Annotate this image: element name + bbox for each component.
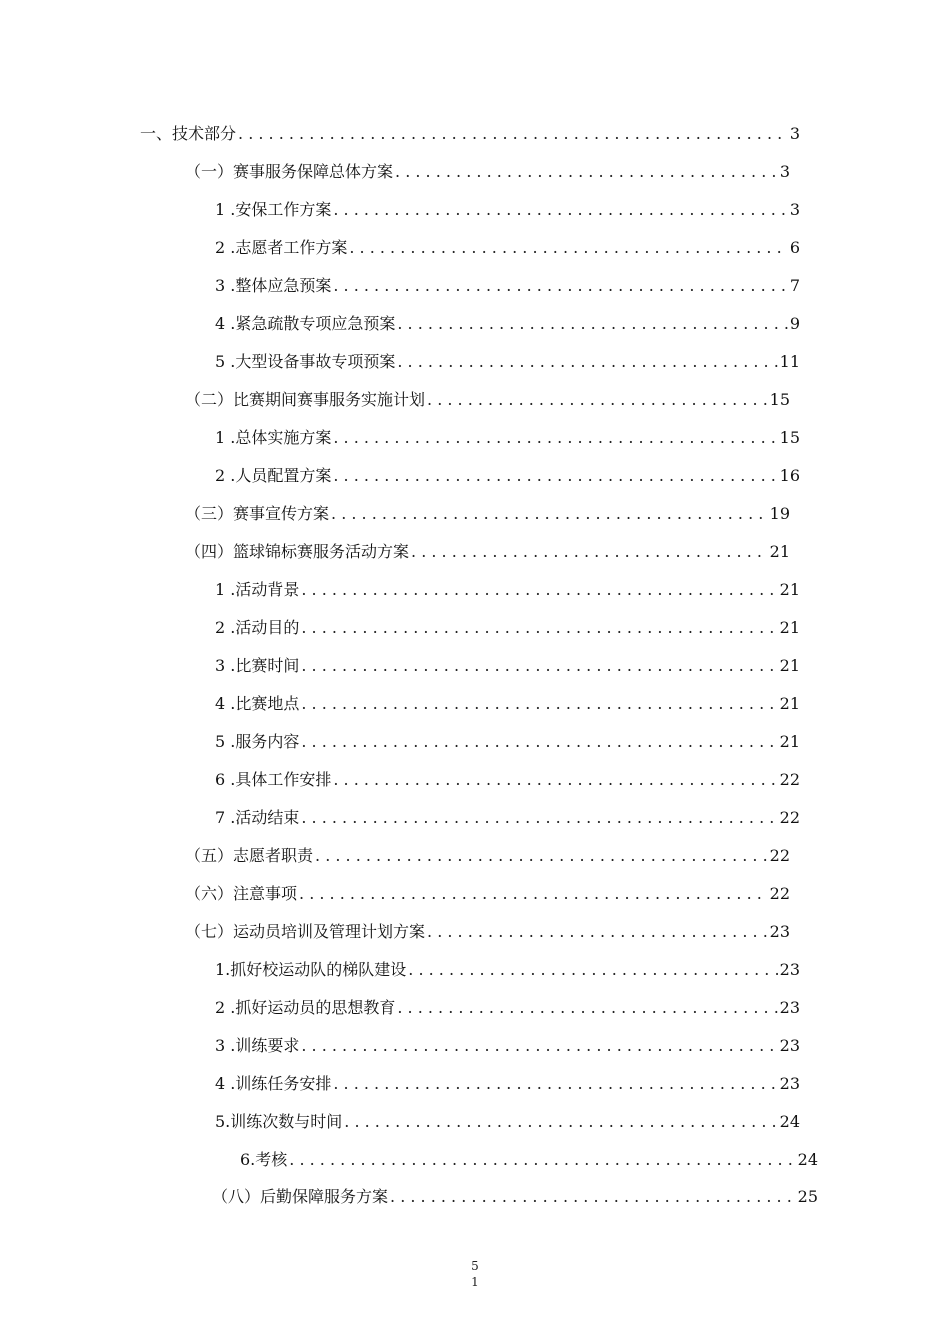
toc-dot-leader (301, 692, 777, 716)
toc-entry[interactable] (215, 768, 800, 792)
toc-dot-leader (397, 996, 777, 1020)
toc-entry-title: （七）运动员培训及管理计划方案 (185, 922, 426, 941)
toc-dot-leader (333, 198, 787, 222)
toc-entry[interactable] (215, 996, 800, 1020)
toc-entry-page: 7 (789, 276, 800, 295)
toc-entry[interactable] (212, 1185, 818, 1209)
toc-entry-title: 2 .活动目的 (215, 618, 300, 637)
toc-dot-leader (333, 768, 777, 792)
toc-dot-leader (238, 122, 788, 146)
toc-dot-leader (299, 882, 768, 906)
toc-dot-leader (397, 312, 787, 336)
toc-entry-title: 3 .训练要求 (215, 1036, 300, 1055)
toc-entry-page: 11 (779, 352, 800, 371)
toc-entry[interactable] (215, 426, 800, 450)
toc-entry-page: 23 (779, 1074, 800, 1093)
toc-entry[interactable] (215, 958, 800, 982)
toc-entry-title: 4 .比赛地点 (215, 694, 300, 713)
toc-entry[interactable] (215, 312, 800, 336)
toc-dot-leader (344, 1110, 777, 1134)
toc-entry-title: 2 .志愿者工作方案 (215, 238, 348, 257)
page-number-secondary: 1 (471, 1275, 479, 1289)
toc-entry[interactable] (185, 502, 790, 526)
toc-entry-title: 5.训练次数与时间 (215, 1112, 343, 1131)
toc-entry[interactable] (240, 1148, 818, 1172)
toc-dot-leader (427, 920, 768, 944)
toc-entry[interactable] (215, 730, 800, 754)
toc-dot-leader (408, 958, 777, 982)
toc-entry[interactable] (185, 882, 790, 906)
toc-entry-page: 22 (769, 846, 790, 865)
toc-entry-page: 15 (769, 390, 790, 409)
toc-entry-page: 23 (779, 998, 800, 1017)
toc-entry-page: 15 (779, 428, 800, 447)
toc-entry[interactable] (185, 844, 790, 868)
toc-entry-page: 6 (789, 238, 800, 257)
toc-entry-title: 6 .具体工作安排 (215, 770, 332, 789)
toc-dot-leader (395, 160, 778, 184)
toc-entry-page: 22 (779, 770, 800, 789)
toc-entry[interactable] (215, 692, 800, 716)
toc-entry[interactable] (215, 464, 800, 488)
toc-entry[interactable] (215, 654, 800, 678)
toc-entry-title: （一）赛事服务保障总体方案 (185, 162, 394, 181)
toc-entry[interactable] (140, 122, 800, 146)
toc-dot-leader (390, 1185, 796, 1209)
toc-entry-title: 5 .服务内容 (215, 732, 300, 751)
toc-dot-leader (301, 578, 777, 602)
toc-entry-page: 23 (779, 960, 800, 979)
toc-entry-page: 9 (789, 314, 800, 333)
page-number: 5 (471, 1259, 479, 1273)
toc-entry[interactable] (185, 540, 790, 564)
toc-entry-page: 25 (797, 1187, 818, 1206)
toc-entry-page: 16 (779, 466, 800, 485)
toc-dot-leader (333, 426, 777, 450)
toc-entry-page: 24 (797, 1150, 818, 1169)
toc-entry-title: 5 .大型设备事故专项预案 (215, 352, 396, 371)
toc-entry[interactable] (215, 350, 800, 374)
toc-entry-title: 2 .抓好运动员的思想教育 (215, 998, 396, 1017)
toc-entry-page: 23 (779, 1036, 800, 1055)
toc-entry-title: 4 .训练任务安排 (215, 1074, 332, 1093)
toc-entry[interactable] (185, 388, 790, 412)
toc-entry-page: 3 (779, 162, 790, 181)
toc-entry-page: 21 (779, 580, 800, 599)
toc-entry-page: 3 (789, 200, 800, 219)
toc-entry-title: 一、技术部分 (140, 124, 237, 143)
toc-entry[interactable] (215, 1034, 800, 1058)
toc-dot-leader (427, 388, 768, 412)
toc-entry-page: 3 (789, 124, 800, 143)
toc-entry[interactable] (185, 160, 790, 184)
toc-entry-title: （六）注意事项 (185, 884, 298, 903)
toc-entry-page: 21 (779, 656, 800, 675)
toc-entry-title: （二）比赛期间赛事服务实施计划 (185, 390, 426, 409)
toc-entry[interactable] (215, 1110, 800, 1134)
toc-dot-leader (333, 274, 787, 298)
toc-dot-leader (289, 1148, 795, 1172)
toc-entry-page: 23 (769, 922, 790, 941)
toc-entry[interactable] (185, 920, 790, 944)
toc-dot-leader (301, 654, 777, 678)
toc-dot-leader (331, 502, 768, 526)
toc-entry-title: 3 .整体应急预案 (215, 276, 332, 295)
toc-entry[interactable] (215, 806, 800, 830)
toc-entry-title: 2 .人员配置方案 (215, 466, 332, 485)
toc-entry-page: 24 (779, 1112, 800, 1131)
toc-entry-title: 1 .安保工作方案 (215, 200, 332, 219)
toc-entry-title: 4 .紧急疏散专项应急预案 (215, 314, 396, 333)
toc-entry-title: 1 .活动背景 (215, 580, 300, 599)
toc-dot-leader (301, 1034, 777, 1058)
toc-entry-page: 19 (769, 504, 790, 523)
toc-entry[interactable] (215, 616, 800, 640)
toc-dot-leader (301, 806, 777, 830)
toc-entry-title: 1.抓好校运动队的梯队建设 (215, 960, 407, 979)
toc-entry-title: （八）后勤保障服务方案 (212, 1187, 389, 1206)
toc-entry[interactable] (215, 198, 800, 222)
toc-entry-title: （五）志愿者职责 (185, 846, 314, 865)
toc-entry-page: 22 (769, 884, 790, 903)
toc-entry-title: 3 .比赛时间 (215, 656, 300, 675)
toc-entry-page: 21 (779, 618, 800, 637)
toc-entry-title: 6.考核 (240, 1150, 288, 1169)
toc-dot-leader (397, 350, 777, 374)
toc-dot-leader (333, 464, 777, 488)
toc-entry-title: 7 .活动结束 (215, 808, 300, 827)
toc-dot-leader (301, 730, 777, 754)
toc-entry-title: 1 .总体实施方案 (215, 428, 332, 447)
toc-dot-leader (315, 844, 768, 868)
toc-dot-leader (301, 616, 777, 640)
toc-dot-leader (411, 540, 768, 564)
toc-dot-leader (349, 236, 787, 260)
toc-entry-page: 21 (769, 542, 790, 561)
toc-entry[interactable] (215, 274, 800, 298)
toc-entry-title: （三）赛事宣传方案 (185, 504, 330, 523)
toc-entry[interactable] (215, 578, 800, 602)
toc-entry-page: 21 (779, 694, 800, 713)
toc-entry-title: （四）篮球锦标赛服务活动方案 (185, 542, 410, 561)
toc-dot-leader (333, 1072, 777, 1096)
toc-entry[interactable] (215, 1072, 800, 1096)
toc-entry[interactable] (215, 236, 800, 260)
toc-entry-page: 22 (779, 808, 800, 827)
toc-entry-page: 21 (779, 732, 800, 751)
